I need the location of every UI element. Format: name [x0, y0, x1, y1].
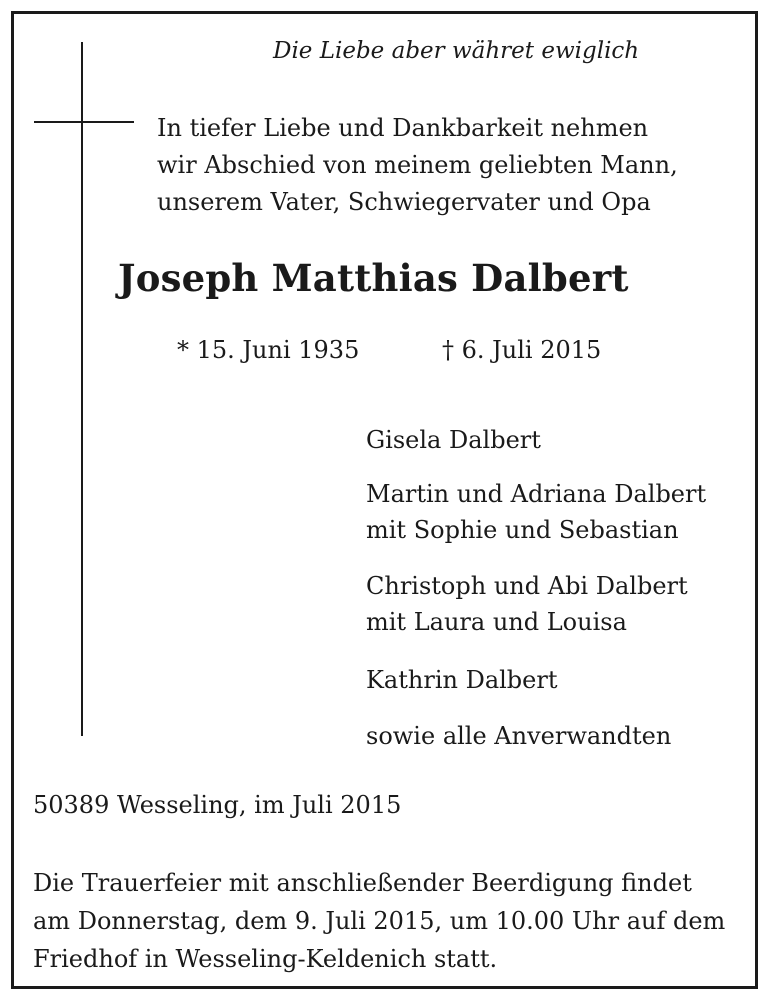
funeral-line: Friedhof in Wesseling-Keldenich statt.: [33, 945, 498, 973]
mourner-line: Christoph und Abi Dalbert: [366, 572, 688, 600]
mourner-line: mit Sophie und Sebastian: [366, 516, 679, 544]
funeral-line: Die Trauerfeier mit anschließender Beerdigung findet: [33, 869, 692, 897]
death-date: † 6. Juli 2015: [442, 336, 602, 364]
intro-line: In tiefer Liebe und Dankbarkeit nehmen: [157, 114, 649, 142]
mourner-line: Martin und Adriana Dalbert: [366, 480, 707, 508]
mourner-entry: [366, 476, 706, 548]
mourner-line: sowie alle Anverwandten: [366, 722, 672, 750]
intro-line: wir Abschied von meinem geliebten Mann,: [157, 151, 678, 179]
intro-text: [157, 110, 678, 221]
birth-date: * 15. Juni 1935: [177, 336, 360, 364]
intro-line: unserem Vater, Schwiegervater und Opa: [157, 188, 651, 216]
mourner-entry: [366, 568, 688, 640]
mourner-entry: [366, 718, 671, 754]
funeral-line: am Donnerstag, dem 9. Juli 2015, um 10.00 Uhr auf dem: [33, 907, 726, 935]
mourner-line: mit Laura und Louisa: [366, 608, 627, 636]
mourner-line: Gisela Dalbert: [366, 426, 541, 454]
mourner-line: Kathrin Dalbert: [366, 666, 558, 694]
motto: Die Liebe aber währet ewiglich: [273, 38, 640, 64]
mourner-entry: [366, 422, 541, 458]
mourner-entry: [366, 662, 557, 698]
cross-vertical-bar: [81, 42, 83, 736]
cross-horizontal-bar: [34, 121, 134, 123]
place-date: 50389 Wesseling, im Juli 2015: [33, 791, 402, 819]
funeral-notice: [33, 864, 725, 978]
deceased-name: Joseph Matthias Dalbert: [118, 256, 629, 300]
